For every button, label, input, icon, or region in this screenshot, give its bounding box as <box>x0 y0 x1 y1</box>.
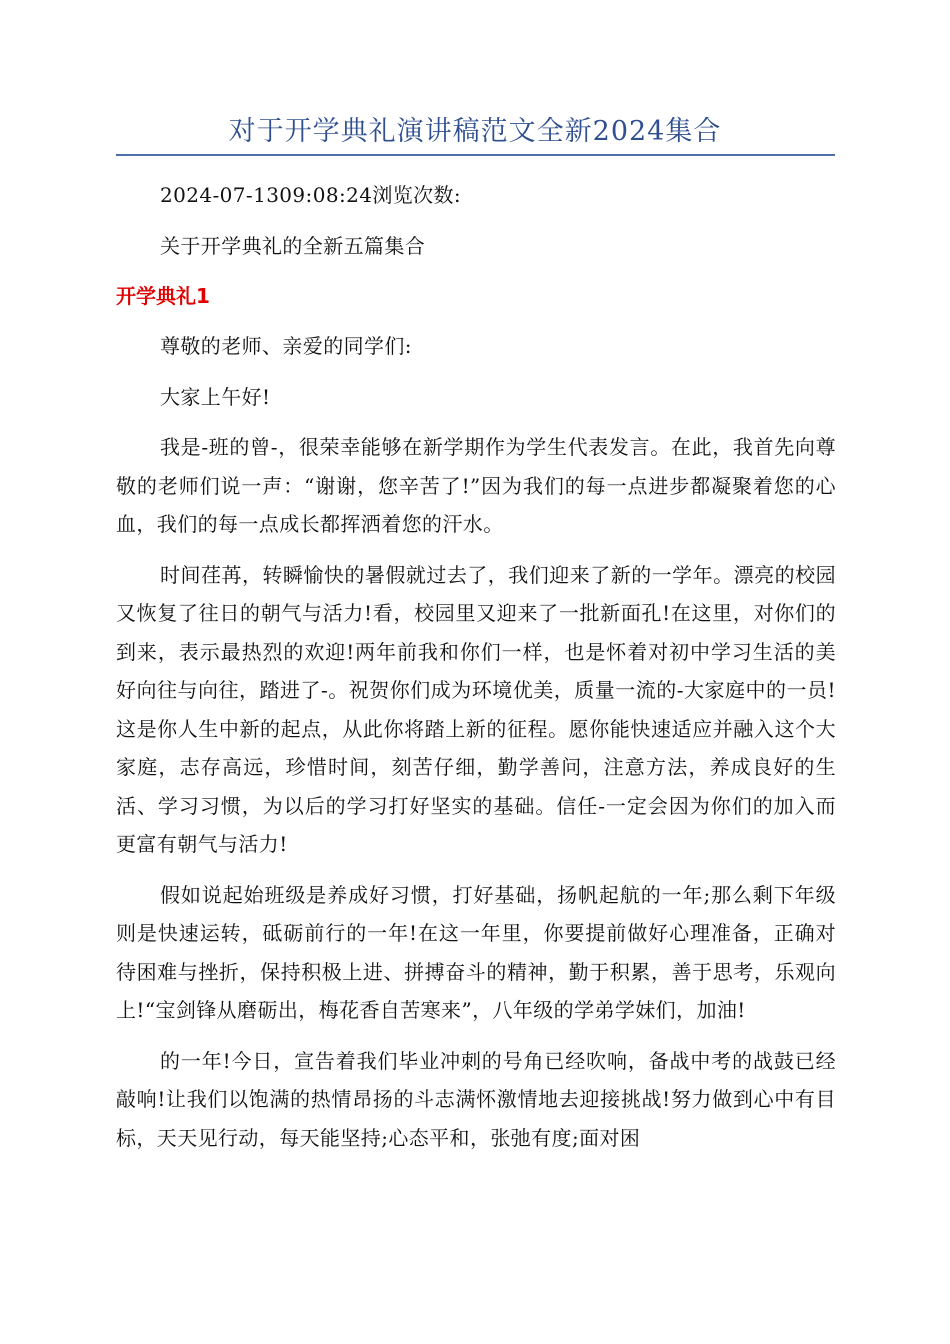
paragraph-final-year: 的一年!今日，宣告着我们毕业冲刺的号角已经吹响，备战中考的战鼓已经敲响!让我们以饱满的热情昂扬的斗志满怀激情地去迎接挑战!努力做到心中有目标，天天见行动，每天能坚持;心态平和，张弛有度;面对困 <box>116 1048 836 1150</box>
section-heading: 开学典礼1 <box>116 284 210 308</box>
paragraph-welcome: 时间荏苒，转瞬愉快的暑假就过去了，我们迎来了新的一学年。漂亮的校园又恢复了往日的朝气与活力!看，校园里又迎来了一批新面孔!在这里，对你们的到来，表示最热烈的欢迎!两年前我和你们一样，也是怀着对初中学习生活的美好向往与向往，踏进了-。祝贺你们成为环境优美，质量一流的-大家庭中的一员!这是你人生中新的起点，从此你将踏上新的征程。愿你能快速适应并融入这个大家庭，志存高远，珍惜时间，刻苦仔细，勤学善问，注意方法，养成良好的生活、学习习惯，为以后的学习打好坚实的基础。信任-一定会因为你们的加入而更富有朝气与活力! <box>116 562 836 856</box>
paragraph-introduction: 我是-班的曾-，很荣幸能够在新学期作为学生代表发言。在此，我首先向尊敬的老师们说一声：“谢谢，您辛苦了!”因为我们的每一点进步都凝聚着您的心血，我们的每一点成长都挥洒着您的汗水。 <box>116 435 836 536</box>
intro-line: 关于开学典礼的全新五篇集合 <box>160 233 426 258</box>
paragraph-grade-two: 假如说起始班级是养成好习惯，打好基础，扬帆起航的一年;那么剩下年级则是快速运转，砥砺前行的一年!在这一年里，你要提前做好心理准备，正确对待困难与挫折，保持积极上进、拼搏奋斗的精神，勤于积累，善于思考，乐观向上!“宝剑锋从磨砺出，梅花香自苦寒来”，八年级的学弟学妹们，加油! <box>116 882 836 1022</box>
title-underline <box>116 154 835 156</box>
document-body <box>116 176 836 1169</box>
document-title: 对于开学典礼演讲稿范文全新2024集合 <box>228 116 722 147</box>
paragraph-greeting: 尊敬的老师、亲爱的同学们: <box>160 334 412 358</box>
paragraph-salutation: 大家上午好! <box>160 384 271 409</box>
meta-line: 2024-07-1309:08:24浏览次数: <box>160 183 462 207</box>
